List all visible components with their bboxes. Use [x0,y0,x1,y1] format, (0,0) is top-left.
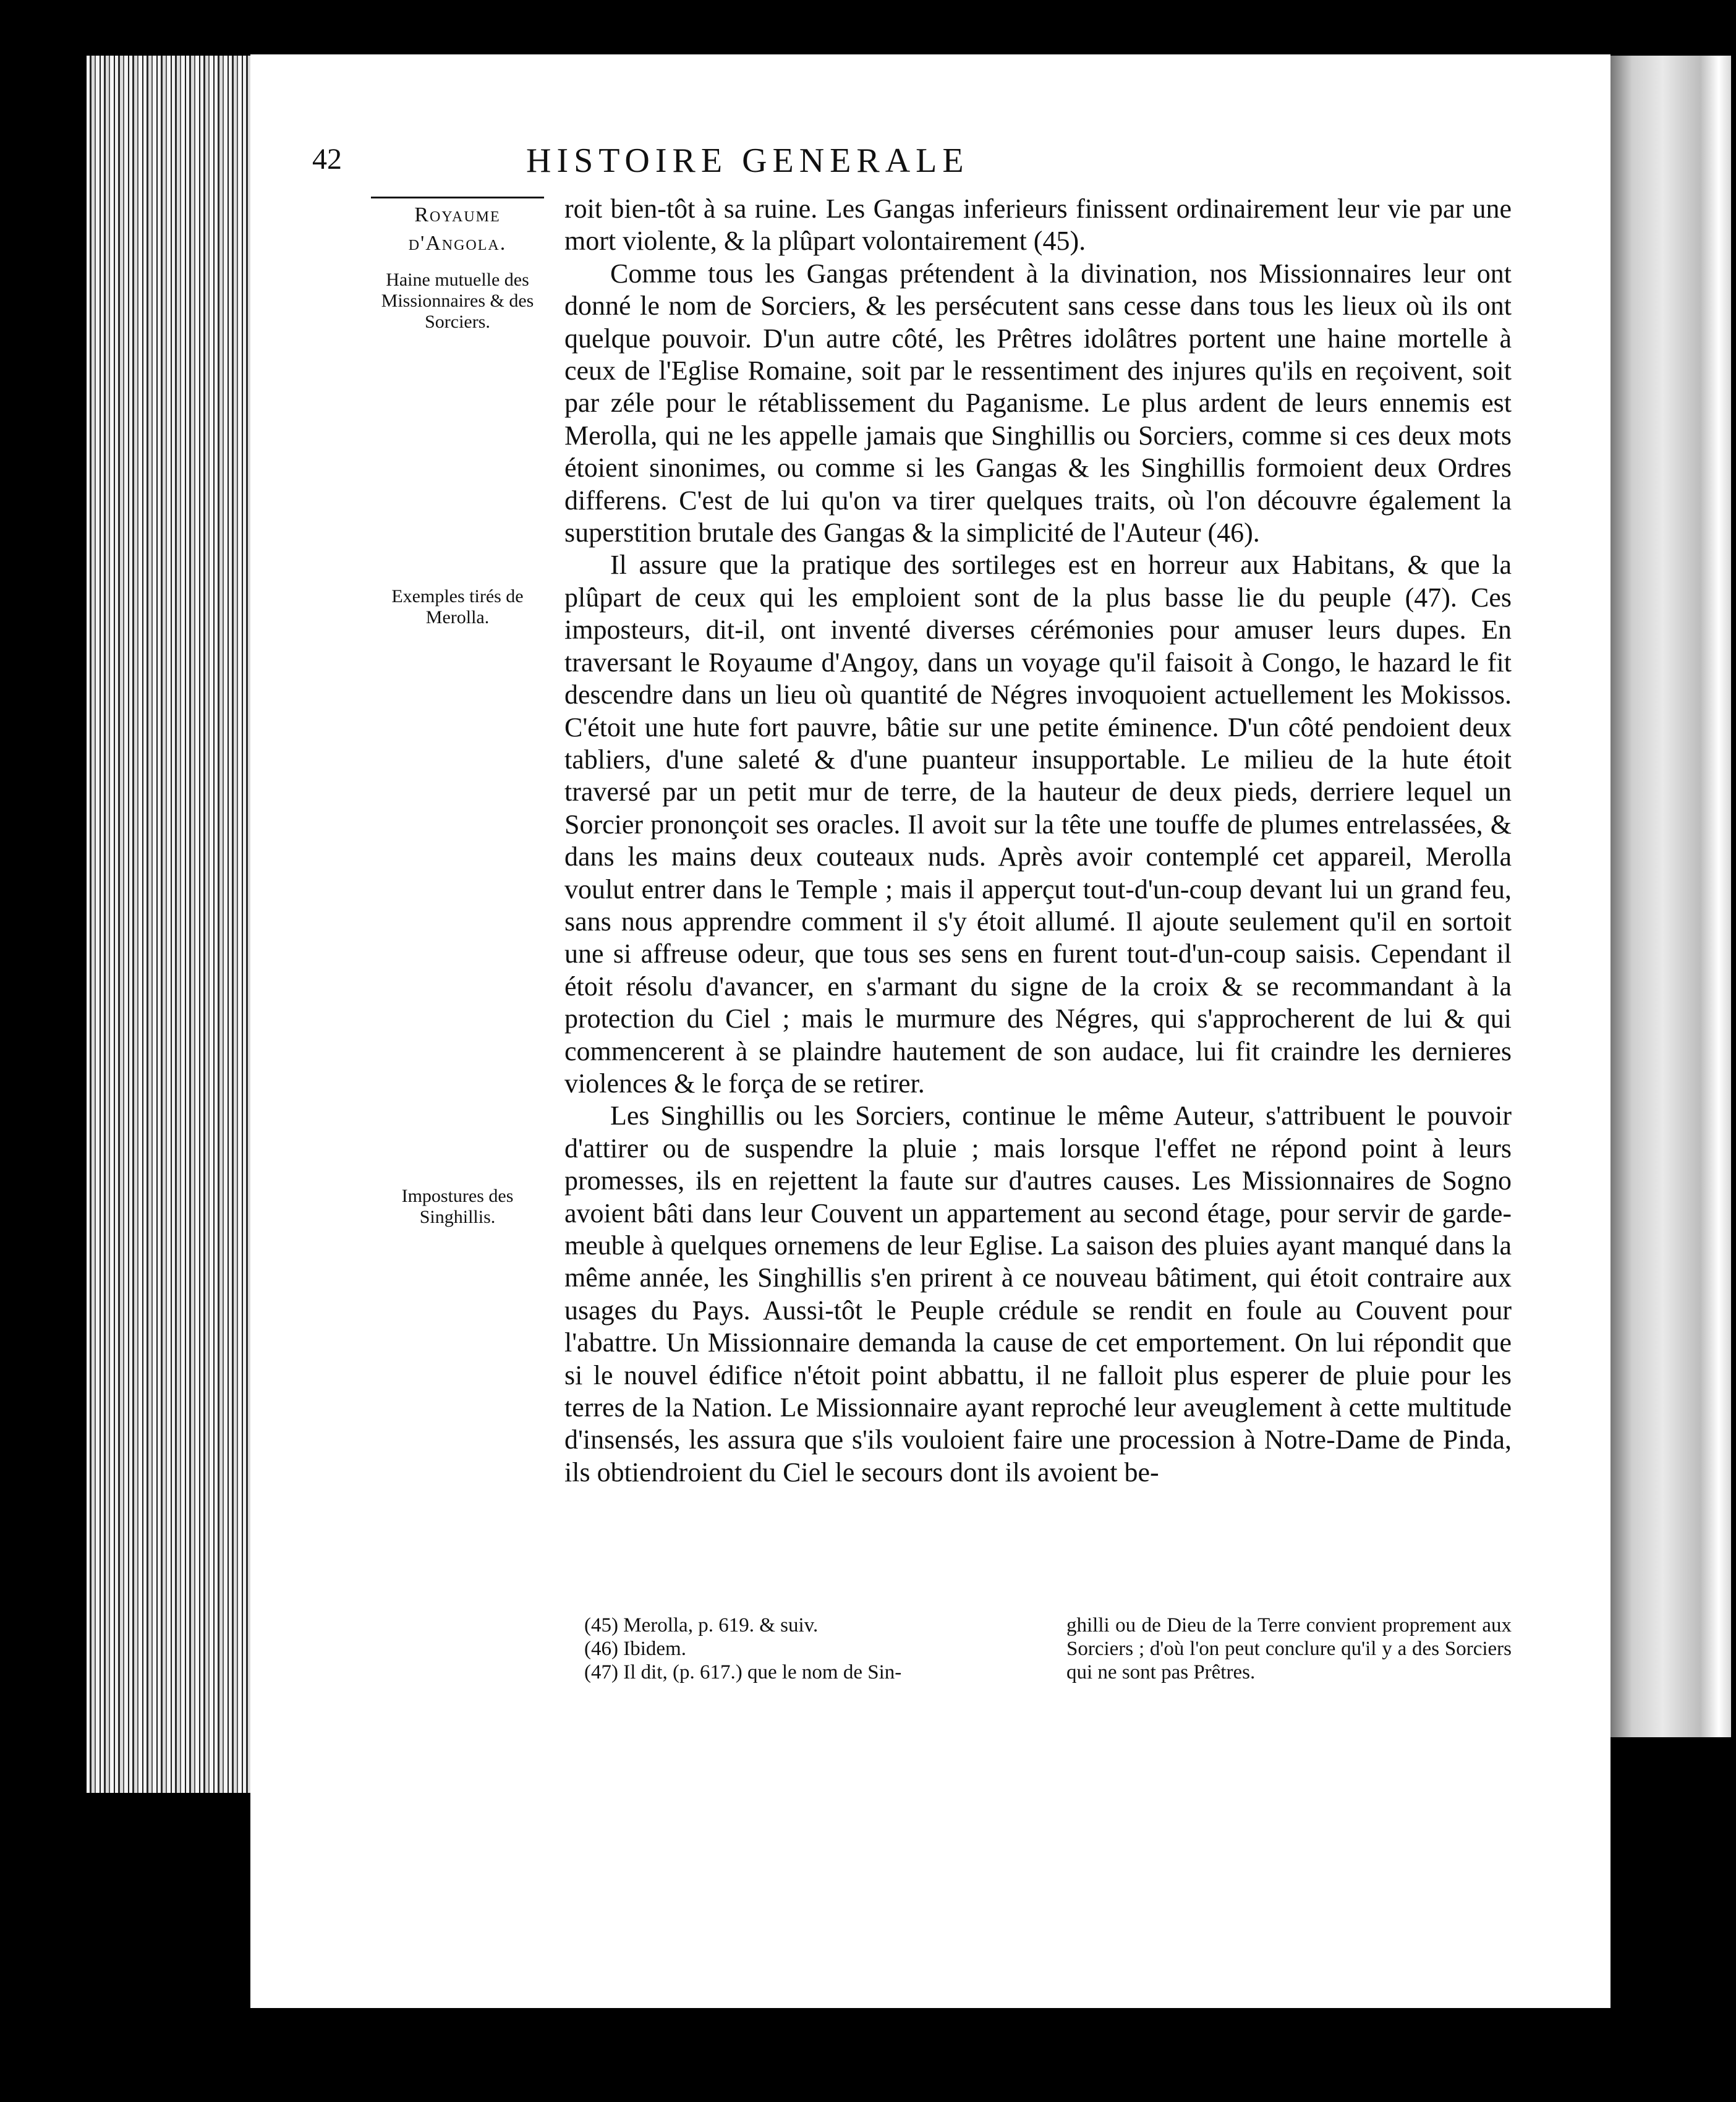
margin-note-kingdom: Royaume d'Angola. [371,197,544,258]
book-gutter-right [1607,56,1731,1737]
footnote-continuation: ghilli ou de Dieu de la Terre convient proprement aux Sorciers ; d'où l'on peut conclure qu'il y a des Sorciers qui ne sont pas Prêtres. [1066,1614,1512,1683]
footnotes [584,1614,1512,1684]
paragraph: Les Singhillis ou les Sorciers, continue le même Auteur, s'attribuent le pouvoir d'attirer ou de suspendre la pluie ; mais lorsque l'effet ne répond point à leurs promesses, ils en rejettent la faute sur d'autres causes. Les Missionnaires de Sogno avoient bâti dans leur Couvent un appartement au second étage, pour servir de garde-meuble à quelques ornemens de leur Eglise. La saison des pluies ayant manqué dans la même année, les Singhillis s'en prirent à ce nouveau bâtiment, qui étoit contraire aux usages du Pays. Aussi-tôt le Peuple crédule se rendit en foule au Couvent pour l'abattre. Un Missionnaire demanda la cause de cet emportement. On lui répondit que si le nouvel édifice n'étoit point abbattu, il ne falloit plus esperer de pluie pour les terres de la Nation. Le Missionnaire ayant reproché leur aveuglement à cette multitude d'insensés, les assura que s'ils vouloient faire une procession à Notre-Dame de Pinda, ils obtiendroient du Ciel le secours dont ils avoient be- [564,1100,1512,1487]
page-header [312,141,1326,184]
footnote: (45) Merolla, p. 619. & suiv. [584,1614,819,1636]
footnotes-left-column [584,1614,1029,1684]
book-page-edges [87,56,253,1793]
paragraph: Comme tous les Gangas prétendent à la divination, nos Missionnaires leur ont donné le nom de Sorciers, & les persécutent sans cesse dans tous les lieux où ils ont quelque pouvoir. D'un autre côté, les Prêtres idolâtres portent une haine mortelle à ceux de l'Eglise Romaine, soit par le ressentiment des injures qu'ils en reçoivent, soit par zéle pour le rétablissement du Paganisme. Le plus ardent de leurs ennemis est Merolla, qui ne les appelle jamais que Singhillis ou Sorciers, comme si ces deux mots étoient sinonimes, ou comme si les Gangas & les Singhillis formoient deux Ordres differens. C'est de lui qu'on va tirer quelques traits, où l'on découvre également la superstition brutale des Gangas & la simplicité de l'Auteur (46). [564,258,1512,548]
footnotes-right-column [1066,1614,1512,1684]
page-number: 42 [312,143,342,176]
footnote: (46) Ibidem. [584,1638,686,1660]
main-text [564,193,1512,1489]
footnote: (47) Il dit, (p. 617.) que le nom de Sin- [584,1661,902,1683]
paragraph: Il assure que la pratique des sortileges est en horreur aux Habitans, & que la plûpart de ceux qui les emploient sont de la plus basse lie du peuple (47). Ces imposteurs, dit-il, ont inventé diverses cérémonies pour amuser leurs dupes. En traversant le Royaume d'Angoy, dans un voyage qu'il faisoit à Congo, le hazard le fit descendre dans un lieu où quantité de Négres invoquoient actuellement les Mokissos. C'étoit une hute fort pauvre, bâtie sur une petite éminence. D'un côté pendoient deux tabliers, d'une saleté & d'une puanteur insupportable. Le milieu de la hute étoit traversé par un petit mur de terre, de la hauteur de deux pieds, derriere lequel un Sorcier prononçoit ses oracles. Il avoit sur la tête une touffe de plumes entrelassées, & dans les mains deux couteaux nuds. Après avoir contemplé cet appareil, Merolla voulut entrer dans le Temple ; mais il apperçut tout-d'un-coup devant lui un grand feu, sans nous apprendre comment il s'y étoit allumé. Il ajoute seulement qu'il en sortoit une si affreuse odeur, que tous ses sens en furent tout-d'un-coup saisis. Cependant il étoit résolu d'avancer, en s'armant du signe de la croix & se recommandant à la protection du Ciel ; mais le murmure des Négres, qui s'approcherent de lui & qui commencerent à se plaindre hautement de son audace, lui fit craindre les dernieres violences & le força de se retirer. [564,550,1512,1099]
margin-note-examples: Exemples tirés de Merolla. [391,586,524,628]
margin-note-hatred: Haine mutuelle des Missionnaires & des Sorciers. [381,270,534,332]
paragraph: roit bien-tôt à sa ruine. Les Gangas inferieurs finissent ordinairement leur vie par une mort violente, & la plûpart volontairement (45). [564,194,1512,257]
margin-note-impostures: Impostures des Singhillis. [401,1186,514,1227]
running-title: HISTOIRE GENERALE [526,142,969,180]
